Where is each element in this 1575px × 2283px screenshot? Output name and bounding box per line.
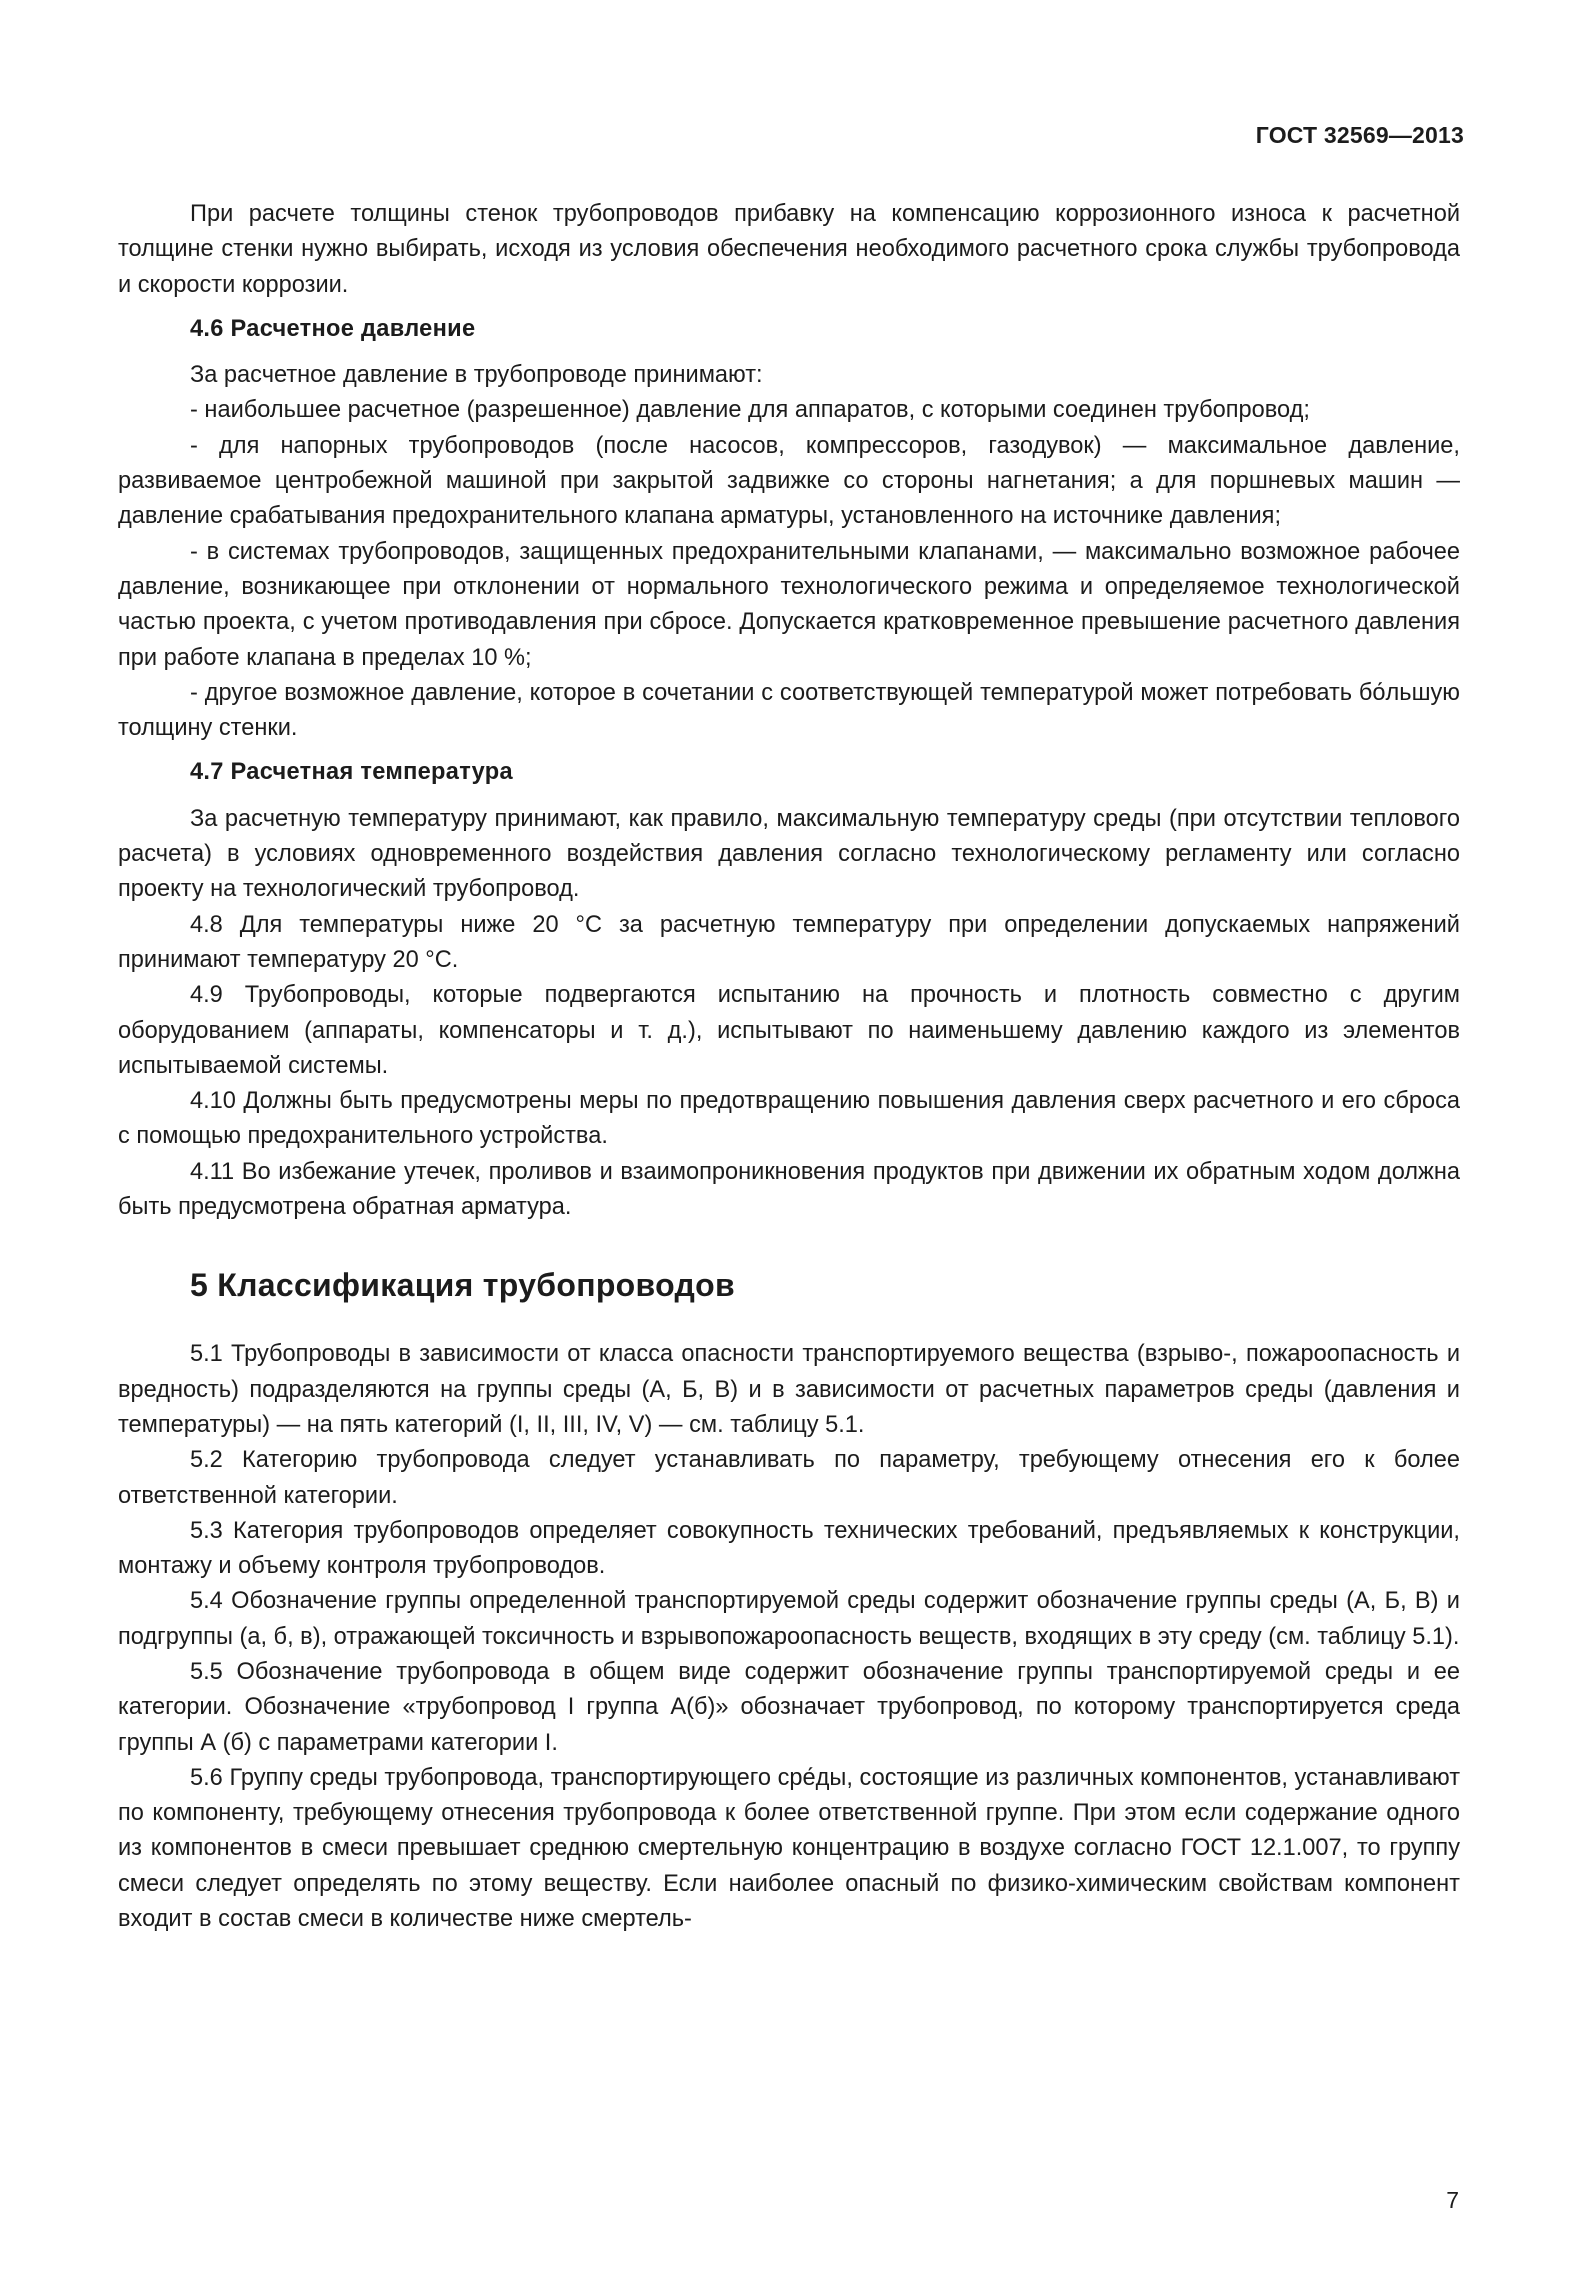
clause-5-1: 5.1 Трубопроводы в зависимости от класса опасности транспортируемого вещества (взрыво-, пожароопасность и вредность) подразделяются на группы среды (А, Б, В) и в зависимости от расчетных параметров среды (давления и температуры) — на пять категорий (I, II, III, IV, V) — см. таблицу 5.1. (118, 1341, 1460, 1438)
list-item: - в системах трубопроводов, защищенных предохранительными клапанами, — максимально возможное рабочее давление, возникающее при отклонении от нормального технологического режима и определяемое технологической частью проекта, с учетом противодавления при сбросе. Допускается кратковременное превышение расчетного давления при работе клапана в пределах 10 %; (118, 538, 1460, 671)
clause-5-3: 5.3 Категория трубопроводов определяет совокупность технических требований, предъявляемых к конструкции, монтажу и объему контроля трубопроводов. (118, 1517, 1460, 1580)
page-number: 7 (1446, 2187, 1459, 2213)
section-4-7-heading: 4.7 Расчетная температура (190, 759, 513, 786)
document-header-code: ГОСТ 32569—2013 (1255, 122, 1464, 148)
document-body (118, 197, 1460, 1937)
list-item: - другое возможное давление, которое в сочетании с соответствующей температурой может потребовать бо́льшую толщину стенки. (118, 679, 1460, 742)
paragraph: За расчетную температуру принимают, как правило, максимальную температуру среды (при отсутствии теплового расчета) в условиях одновременного воздействия давления согласно технологическому регламенту или согласно проекту на технологический трубопровод. (118, 805, 1460, 903)
clause-5-2: 5.2 Категорию трубопровода следует устанавливать по параметру, требующему отнесения его к более ответственной категории. (118, 1447, 1460, 1509)
clause-4-10: 4.10 Должны быть предусмотрены меры по предотвращению повышения давления сверх расчетного и его сброса с помощью предохранительного устройства. (118, 1088, 1460, 1150)
paragraph: При расчете толщины стенок трубопроводов прибавку на компенсацию коррозионного износа к расчетной толщине стенки нужно выбирать, исходя из условия обеспечения необходимого расчетного срока службы трубопровода и скорости коррозии. (118, 201, 1460, 298)
clause-4-8: 4.8 Для температуры ниже 20 °С за расчетную температуру при определении допускаемых напряжений принимают температуру 20 °С. (118, 911, 1460, 973)
clause-4-9: 4.9 Трубопроводы, которые подвергаются испытанию на прочность и плотность совместно с другим оборудованием (аппараты, компенсаторы и т. д.), испытывают по наименьшему давлению каждого из элементов испытываемой системы. (118, 982, 1460, 1079)
clause-5-5: 5.5 Обозначение трубопровода в общем виде содержит обозначение группы транспортируемой среды и ее категории. Обозначение «трубопровод I группа А(б)» обозначает трубопровод, по которому транспортируется среда группы А (б) с параметрами категории I. (118, 1658, 1460, 1756)
list-item: - наибольшее расчетное (разрешенное) давление для аппаратов, с которыми соединен трубопровод; (190, 397, 1310, 424)
clause-4-11: 4.11 Во избежание утечек, проливов и взаимопроникновения продуктов при движении их обратным ходом должна быть предусмотрена обратная арматура. (118, 1158, 1460, 1221)
clause-5-6: 5.6 Группу среды трубопровода, транспортирующего сре́ды, состоящие из различных компонентов, устанавливают по компоненту, требующему отнесения трубопровода к более ответственной группе. При этом если содержание одного из компонентов в смеси превышает среднюю смертельную концентрацию в воздухе согласно ГОСТ 12.1.007, то группу смеси следует определять по этому веществу. Если наиболее опасный по физико-химическим свойствам компонент входит в состав смеси в количестве ниже смертель- (118, 1764, 1460, 1933)
section-4-6-heading: 4.6 Расчетное давление (190, 315, 476, 342)
list-item: - для напорных трубопроводов (после насосов, компрессоров, газодувок) — максимальное давление, развиваемое центробежной машиной при закрытой задвижке со стороны нагнетания; а для поршневых машин — давление срабатывания предохранительного клапана арматуры, установленного на источнике давления; (118, 432, 1460, 530)
paragraph: За расчетное давление в трубопроводе принимают: (190, 362, 763, 389)
section-5-heading: 5 Классификация трубопроводов (190, 1267, 735, 1304)
clause-5-4: 5.4 Обозначение группы определенной транспортируемой среды содержит обозначение группы среды (А, Б, В) и подгруппы (а, б, в), отражающей токсичность и взрывопожароопасность веществ, входящих в эту среду (см. таблицу 5.1). (118, 1588, 1460, 1650)
